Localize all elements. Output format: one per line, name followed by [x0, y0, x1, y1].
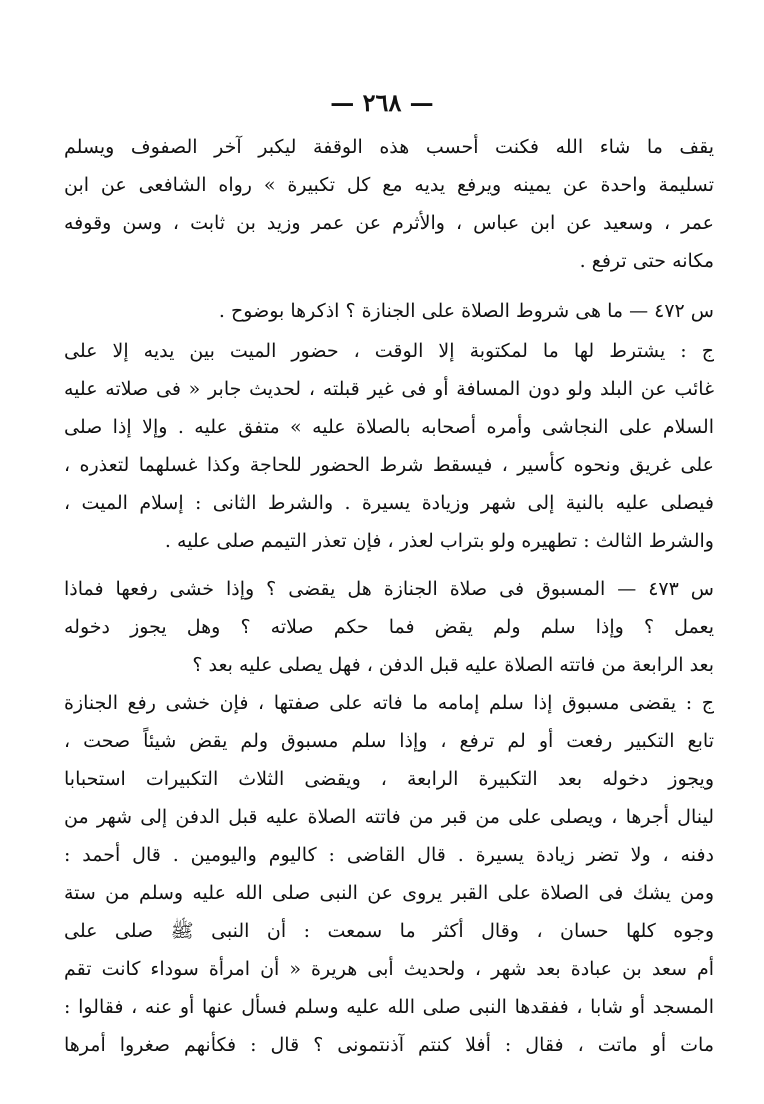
text-line: ج : يقضى مسبوق إذا سلم إمامه ما فاته على صفتها ، فإن خشى رفع الجنازة [64, 692, 714, 714]
text-line: لينال أجرها ، ويصلى على من قبر من فاتته الصلاة عليه قبل الدفن إلى شهر من [64, 806, 714, 828]
text-line: المسجد أو شابا ، ففقدها النبى صلى الله عليه وسلم فسأل عنها أو عنه ، فقالوا : [64, 996, 714, 1018]
text-line: فيصلى عليه بالنية إلى شهر وزيادة يسيرة . والشرط الثانى : إسلام الميت ، [64, 492, 714, 514]
text-line: مكانه حتى ترفع . [579, 250, 714, 272]
text-line: وجوه كلها حسان ، وقال أكثر ما سمعت : أن النبى ﷺ صلى على [64, 920, 714, 942]
text-line: أم سعد بن عبادة بعد شهر ، ولحديث أبى هريرة « أن امرأة سوداء كانت تقم [64, 958, 714, 980]
text-line: ج : يشترط لها ما لمكتوبة إلا الوقت ، حضور الميت بين يديه إلا على [64, 340, 714, 362]
text-line: دفنه ، ولا تضر زيادة يسيرة . قال القاضى : كاليوم واليومين . قال أحمد : [64, 844, 714, 866]
answer-472 [64, 332, 714, 560]
text-line: يعمل ؟ وإذا سلم ولم يقض فما حكم صلاته ؟ وهل يجوز دخوله [64, 616, 714, 638]
text-line: تسليمة واحدة عن يمينه ويرفع يديه مع كل تكبيرة » رواه الشافعى عن ابن [64, 174, 714, 196]
text-line: س ٤٧٣ — المسبوق فى صلاة الجنازة هل يقضى ؟ وإذا خشى رفعها فماذا [64, 578, 714, 600]
answer-473 [64, 684, 714, 1064]
question-472 [64, 292, 714, 330]
paragraph-continuation [64, 128, 714, 280]
text-line: والشرط الثالث : تطهيره ولو بتراب لعذر ، فإن تعذر التيمم صلى عليه . [164, 530, 714, 552]
text-line: يقف ما شاء الله فكنت أحسب هذه الوقفة ليكبر آخر الصفوف ويسلم [64, 136, 714, 158]
text-line: س ٤٧٢ — ما هى شروط الصلاة على الجنازة ؟ اذكرها بوضوح . [218, 300, 714, 322]
text-line: ومن يشك فى الصلاة على القبر يروى عن النبى صلى الله عليه وسلم من ستة [64, 882, 714, 904]
question-473 [64, 570, 714, 684]
text-line: ويجوز دخوله بعد التكبيرة الرابعة ، ويقضى الثلاث التكبيرات استحبابا [64, 768, 714, 790]
text-line: مات أو ماتت ، فقال : أفلا كنتم آذنتمونى ؟ قال : فكأنهم صغروا أمرها [64, 1034, 714, 1056]
text-line: غائب عن البلد ولو دون المسافة أو فى غير قبلته ، لحديث جابر « فى صلاته عليه [64, 378, 714, 400]
page-number: — ٢٦٨ — [330, 88, 434, 117]
text-line: بعد الرابعة من فاتته الصلاة عليه قبل الدفن ، فهل يصلى عليه بعد ؟ [192, 654, 714, 676]
text-line: على غريق ونحوه كأسير ، فيسقط شرط الحضور للحاجة وكذا غسلهما لتعذره ، [64, 454, 714, 476]
text-line: تابع التكبير رفعت أو لم ترفع ، وإذا سلم مسبوق ولم يقض شيئاً صحت ، [64, 730, 714, 752]
text-line: السلام على النجاشى وأمره أصحابه بالصلاة عليه » متفق عليه . وإلا إذا صلى [64, 416, 714, 438]
text-line: عمر ، وسعيد عن ابن عباس ، والأثرم عن عمر وزيد بن ثابت ، وسن وقوفه [64, 212, 714, 234]
